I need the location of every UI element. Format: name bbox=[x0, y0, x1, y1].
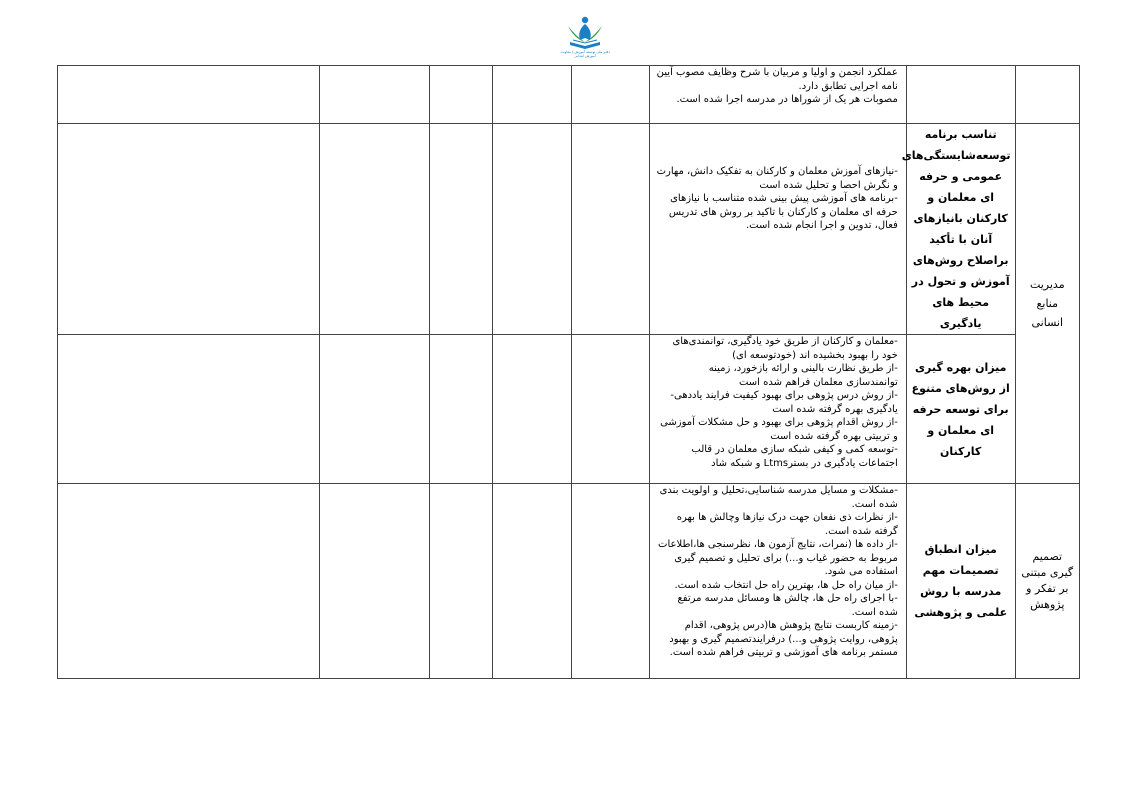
empty-cell bbox=[319, 484, 429, 679]
logo-caption: دفتر ملی توسعه آموزش | معاونت آموزش ابتدایی bbox=[560, 50, 610, 58]
criteria-cell bbox=[650, 66, 907, 124]
criteria-line: -توسعه کمی و کیفی شبکه سازی معلمان در قالب اجتماعات یادگیری در بسترLtms و شبکه شاد bbox=[691, 444, 898, 469]
indicator-label: میزان بهره گیری از روش‌های متنوع برای توسعه حرفه ای معلمان و کارکنان bbox=[911, 360, 1010, 458]
empty-cell bbox=[571, 66, 650, 124]
criteria-line: مصوبات هر یک از شوراها در مدرسه اجرا شده است. bbox=[676, 94, 898, 105]
criteria-line: -زمینه کاربست نتایج پژوهش ها(درس پژوهی، اقدام پژوهی، روایت پژوهی و...) درفرایندتصمیم گیری و بهبود مستمر برنامه های آموزشی و تربیتی فراهم شده است. bbox=[669, 620, 898, 658]
empty-cell bbox=[571, 124, 650, 335]
domain-cell bbox=[1015, 124, 1079, 484]
domain-label: تصمیم گیری مبتنی بر تفکر و پژوهش bbox=[1021, 550, 1074, 611]
domain-cell bbox=[1015, 66, 1079, 124]
criteria-line: -از داده ها (نمرات، نتایج آزمون ها، نظرسنجی ها،اطلاعات مربوط به حضور غیاب و...) برای تحلیل و تصمیم گیری استفاده می شود. bbox=[658, 539, 898, 577]
criteria-cell bbox=[650, 335, 907, 484]
empty-cell bbox=[429, 335, 492, 484]
indicator-cell bbox=[906, 484, 1015, 679]
criteria-line: -از طریق نظارت بالینی و ارائه بازخورد، زمینه توانمندسازی معلمان فراهم شده است bbox=[708, 363, 898, 388]
indicator-label: تناسب برنامه توسعه‌شایستگی‌های عمومی و حرفه ای معلمان و کارکنان بانیازهای آنان با تأکید براصلاح روش‌های آموزش و تحول در محیط های یادگیری bbox=[901, 128, 1011, 330]
criteria-line: -مشکلات و مسایل مدرسه شناسایی،تحلیل و اولویت بندی شده است. bbox=[659, 485, 898, 510]
empty-cell bbox=[58, 335, 320, 484]
empty-cell bbox=[58, 124, 320, 335]
criteria-line: -با اجرای راه حل ها، چالش ها ومسائل مدرسه مرتفع شده است. bbox=[677, 593, 898, 618]
criteria-line: -برنامه های آموزشی پیش بینی شده متناسب با نیازهای حرفه ای معلمان و کارکنان با تاکید بر روش های تدریس فعال، تدوین و اجرا انجام شده است. bbox=[668, 193, 898, 232]
empty-cell bbox=[493, 484, 572, 679]
empty-cell bbox=[493, 124, 572, 335]
empty-cell bbox=[429, 66, 492, 124]
domain-label: مدیریت منابع انسانی bbox=[1029, 278, 1065, 329]
empty-cell bbox=[58, 484, 320, 679]
empty-cell bbox=[571, 335, 650, 484]
table-row bbox=[58, 335, 1080, 484]
empty-cell bbox=[429, 124, 492, 335]
empty-cell bbox=[319, 335, 429, 484]
table-row bbox=[58, 124, 1080, 335]
criteria-line: عملکرد انجمن و اولیا و مربیان با شرح وظایف مصوب آیین نامه اجرایی تطابق دارد. bbox=[656, 67, 898, 92]
criteria-line: -معلمان و کارکنان از طریق خود یادگیری، توانمندی‌های خود را بهبود بخشیده اند (خودتوسعه ای) bbox=[672, 336, 898, 361]
table-row bbox=[58, 66, 1080, 124]
indicator-cell bbox=[906, 66, 1015, 124]
criteria-line: -از میان راه حل ها، بهترین راه حل انتخاب شده است. bbox=[674, 579, 898, 591]
criteria-line: -از نظرات ذی نفعان جهت درک نیازها وچالش ها بهره گرفته شده است. bbox=[676, 512, 898, 537]
criteria-cell bbox=[650, 124, 907, 335]
empty-cell bbox=[493, 335, 572, 484]
table-row bbox=[58, 484, 1080, 679]
empty-cell bbox=[319, 66, 429, 124]
empty-cell bbox=[429, 484, 492, 679]
criteria-line: -از روش اقدام پژوهی برای بهبود و حل مشکلات آموزشی و تربیتی بهره گرفته شده است bbox=[660, 417, 898, 442]
domain-cell bbox=[1015, 484, 1079, 679]
indicator-cell bbox=[901, 124, 1015, 335]
empty-cell bbox=[571, 484, 650, 679]
indicator-cell bbox=[906, 335, 1015, 484]
criteria-line: -نیازهای آموزش معلمان و کارکنان به تفکیک دانش، مهارت و نگرش احصا و تحلیل شده است bbox=[656, 166, 898, 191]
indicator-label: میزان انطباق تصمیمات مهم مدرسه با روش علمی و پژوهشی bbox=[914, 543, 1008, 619]
empty-cell bbox=[493, 66, 572, 124]
empty-cell bbox=[319, 124, 429, 335]
criteria-line: -از روش درس پژوهی برای بهبود کیفیت فرایند یاددهی- یادگیری بهره گرفته شده است bbox=[670, 390, 898, 415]
evaluation-table bbox=[57, 65, 1080, 679]
education-logo-icon bbox=[560, 16, 610, 50]
criteria-cell bbox=[650, 484, 907, 679]
empty-cell bbox=[58, 66, 320, 124]
